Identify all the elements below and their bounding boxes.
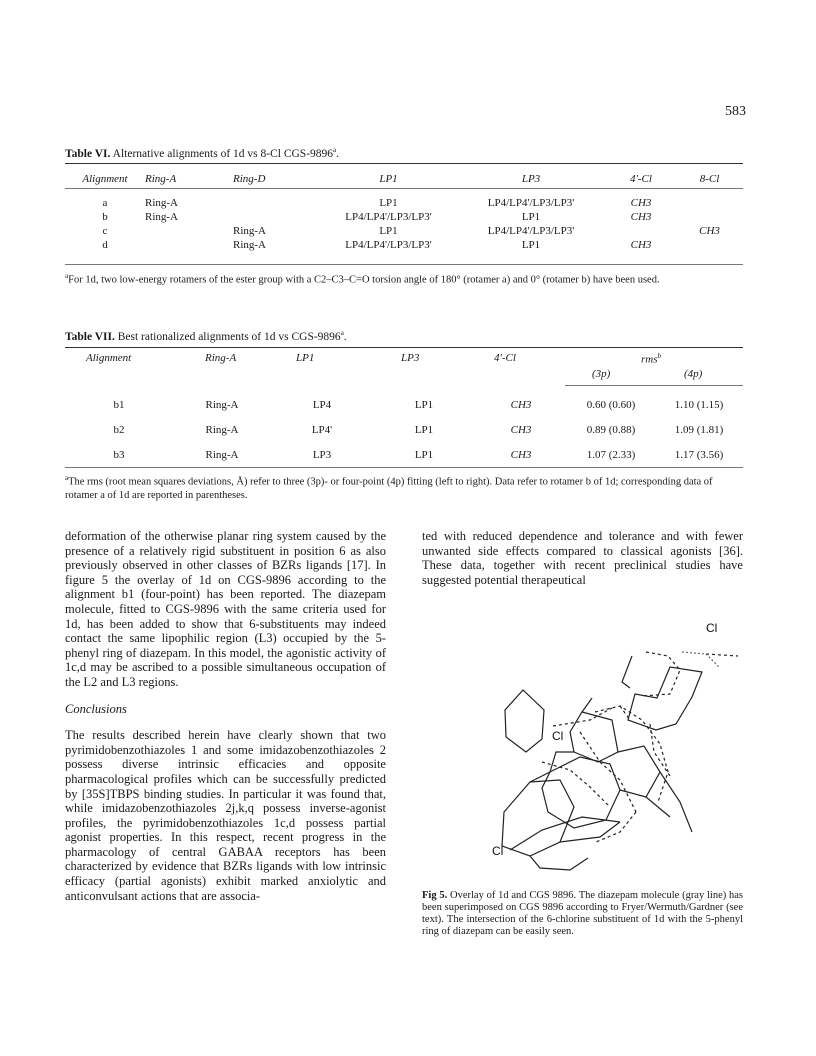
table-cell: LP4 — [312, 398, 332, 411]
table-cell: d — [102, 239, 108, 251]
figure-label-cl: Cl — [492, 844, 504, 858]
table-cell: LP4/LP4'/LP3/LP3' — [345, 211, 432, 223]
table-cell: LP4/LP4'/LP3/LP3' — [487, 197, 575, 209]
table-cell: CH3 — [699, 225, 720, 237]
table-cell: b — [102, 211, 108, 223]
table-cell: Ring-A — [205, 423, 239, 436]
table-cell: LP4' — [311, 423, 333, 436]
section-heading: Conclusions — [65, 701, 127, 716]
table6-header: Ring-D — [233, 173, 266, 185]
table6-bottom-rule — [65, 264, 743, 265]
page-number: 583 — [725, 104, 746, 119]
table-cell: 1.10 (1.15) — [674, 398, 724, 411]
left-column — [65, 529, 386, 903]
table7-header: LP1 — [296, 352, 315, 364]
table-cell — [145, 238, 233, 252]
table7-caption-text: Best rationalized alignments of 1d vs CGS-9896 — [117, 330, 341, 343]
table7 — [65, 392, 743, 467]
table-cell — [676, 196, 743, 210]
table-cell: Ring-A — [205, 398, 239, 411]
table7-caption: Table VII. Best rationalized alignments of 1d vs CGS-9896$^a$. — [65, 329, 347, 343]
table-cell: LP1 — [521, 239, 541, 251]
table7-header: Ring-A — [205, 352, 237, 364]
figure5-overlay — [470, 612, 750, 882]
table-cell: CH3 — [630, 197, 652, 209]
table-cell — [233, 210, 321, 224]
table6 — [65, 170, 743, 252]
table-cell: 0.89 (0.88) — [586, 423, 636, 436]
body-paragraph: The results described herein have clearly shown that two pyrimidobenzothiazoles 1 and some imidazobenzothiazoles 2 possess diverse intrinsic efficacies and opposite pharmacological profiles which can be successfully predicted by [35S]TBPS binding studies. In particular it was found that, while imidazobenzothiazoles 2j,k,q possess inverse-agonist profiles, the pyrimidobenzothiazoles 1c,d possess partial agonist properties. In this respect, recent progress in the pharmacology of central GABAA receptors has been characterized by evidence that BZRs ligands with low intrinsic efficacy (partial agonists) exhibit marked anxiolytic and anticonvulsant actions that are associa- — [65, 728, 386, 903]
table7-bottom-rule — [65, 467, 743, 468]
table-cell: CH3 — [510, 398, 532, 411]
table-cell: LP3 — [312, 448, 332, 461]
table6-footnote: $^a$For 1d, two low-energy rotamers of the ester group with a C2–C3–C=O torsion angle of 180° (rotamer a) and 0° (rotamer b) have been used. — [65, 272, 660, 286]
table-cell: b2 — [113, 423, 125, 436]
chlorophenyl-ring — [628, 667, 702, 730]
table-row — [65, 196, 743, 210]
table7-caption-label: Table VII. — [65, 330, 115, 343]
table7-header-rms: rms$^b$ — [641, 352, 662, 366]
table-cell: LP1 — [414, 448, 434, 461]
figure-label-cl: Cl — [552, 729, 564, 743]
table6-header: LP3 — [521, 173, 541, 185]
table-cell: CH3 — [510, 448, 532, 461]
table-row — [65, 224, 743, 238]
table-cell — [145, 224, 233, 238]
table-cell: LP1 — [379, 197, 398, 209]
table-cell: LP1 — [379, 225, 398, 237]
table-cell: LP1 — [414, 398, 434, 411]
table-cell: b3 — [113, 448, 125, 461]
table6-footnote-text: For 1d, two low-energy rotamers of the ester group with a C2–C3–C=O torsion angle of 180° (rotamer a) and 0° (rotamer b) have been used. — [68, 274, 660, 286]
table-cell — [606, 224, 676, 238]
table-cell — [233, 196, 321, 210]
table-cell — [676, 238, 743, 252]
table-row — [65, 442, 743, 467]
body-paragraph: ted with reduced dependence and tolerance and with fewer unwanted side effects compared to classical agonists [36]. These data, together with recent preclinical studies have suggested potential therapeutical — [422, 529, 743, 587]
table7-caption-sup: a — [340, 329, 344, 337]
body-paragraph: deformation of the otherwise planar ring system caused by the presence of a relatively rigid substituent in position 6 as also previously observed in other classes of BZRs ligands [17]. In figure 5 the overlay of 1d on CGS-9896 according to the alignment b1 (four-point) has been reported. The diazepam molecule, fitted to CGS-9896 with the same criteria used for 1d, has been added to show that 6-substituents may indeed contact the same lipophilic region (L3) occupied by the 5-phenyl ring of diazepam. In this model, the agonistic activity of 1c,d may be ascribed to a possible simultaneous occupation of the L2 and L3 regions. — [65, 529, 386, 689]
table-row — [65, 417, 743, 442]
table6-caption-label: Table VI. — [65, 147, 111, 160]
table-cell: Ring-A — [233, 239, 266, 251]
table-cell: Ring-A — [233, 225, 266, 237]
table6-top-rule — [65, 163, 743, 164]
table6-header: LP1 — [379, 173, 398, 185]
table6-caption: Table VI. Alternative alignments of 1d vs 8-Cl CGS-9896$^a$. — [65, 146, 340, 160]
table-cell: 1.07 (2.33) — [586, 448, 636, 461]
table7-footnote-text: The rms (root mean squares deviations, Å) refer to three (3p)- or four-point (4p) fitting (left to right). Data refer to rotamer b of 1d; corresponding data of rotamer a of 1d are reported in parentheses. — [65, 476, 713, 501]
table7-header: Alignment — [86, 352, 132, 364]
diazepam-phenyl-ring — [505, 690, 544, 752]
figure5-caption-text: Overlay of 1d and CGS 9896. The diazepam molecule (gray line) has been superimposed on CGS 9896 according to Fryer/Wermuth/Gardner (see text). The intersection of the 6-chlorine substituent of 1d with the 5-phenyl ring of diazepam can be easily seen. — [422, 890, 744, 937]
table6-header-row — [65, 170, 743, 188]
table-row — [65, 392, 743, 417]
table-cell: LP4/LP4'/LP3/LP3' — [345, 239, 432, 251]
table-cell: Ring-A — [145, 211, 178, 223]
table-row — [65, 238, 743, 252]
table7-top-rule — [65, 347, 743, 348]
table-cell: 1.09 (1.81) — [674, 423, 724, 436]
table7-header: 4'-Cl — [494, 352, 516, 364]
table6-header: Ring-A — [145, 173, 177, 185]
right-column-text — [422, 529, 743, 587]
table-cell: CH3 — [510, 423, 532, 436]
table6-caption-text: Alternative alignments of 1d vs 8-Cl CGS-9896 — [112, 147, 334, 160]
table-cell: c — [102, 225, 108, 237]
table7-header: LP3 — [401, 352, 420, 364]
table6-header: 4'-Cl — [630, 173, 652, 185]
table7-footnote: $^a$The rms (root mean squares deviations, Å) refer to three (3p)- or four-point (4p) fitting (left to right). Data refer to rotamer b of 1d; corresponding data of rotamer a of 1d are reported in parentheses. — [65, 474, 713, 501]
table-cell: 1.17 (3.56) — [674, 448, 724, 461]
table6-header: 8-Cl — [699, 173, 720, 185]
table-cell: LP1 — [414, 423, 434, 436]
table6-header: Alignment — [82, 173, 128, 185]
table-cell: Ring-A — [145, 197, 178, 209]
table6-caption-sup: a — [333, 146, 337, 154]
table-cell: 0.60 (0.60) — [586, 398, 636, 411]
figure-label-cl: Cl — [706, 621, 718, 635]
table7-header: (4p) — [684, 368, 703, 380]
table-cell: b1 — [113, 398, 125, 411]
table-cell: a — [102, 197, 108, 209]
table7-header-rule — [565, 385, 743, 386]
table-cell: Ring-A — [205, 448, 239, 461]
table-row — [65, 210, 743, 224]
table-cell: CH3 — [630, 239, 652, 251]
table-cell — [676, 210, 743, 224]
table-cell: LP1 — [521, 211, 541, 223]
table7-header: (3p) — [592, 368, 611, 380]
figure5-caption — [422, 890, 743, 938]
table-cell: CH3 — [630, 211, 652, 223]
table-cell: LP4/LP4'/LP3/LP3' — [487, 225, 575, 237]
figure5-caption-label: Fig 5. — [422, 890, 448, 901]
